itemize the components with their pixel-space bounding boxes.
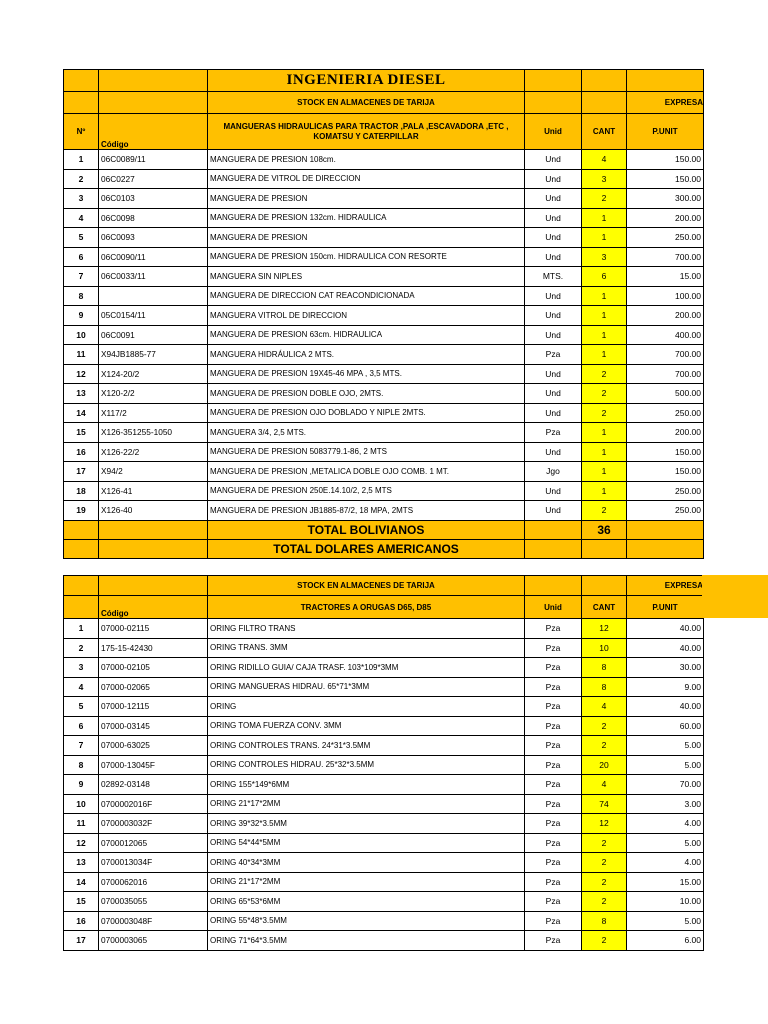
row-code: 06C0090/11: [99, 247, 208, 267]
stock-table-orings: [63, 575, 704, 951]
row-description: MANGUERA HIDRÁULICA 2 MTS.: [208, 345, 525, 365]
table-row: [64, 481, 704, 501]
row-quantity: 6: [582, 267, 627, 287]
row-unit-price: 100.00: [627, 286, 704, 306]
row-unit: Pza: [525, 619, 582, 639]
row-quantity: 2: [582, 716, 627, 736]
row-description: ORING 21*17*2MM: [208, 872, 525, 892]
row-quantity: 3: [582, 169, 627, 189]
row-quantity: 2: [582, 931, 627, 951]
table-row: [64, 325, 704, 345]
row-description: MANGUERA DE PRESION: [208, 228, 525, 248]
row-unit-price: 5.00: [627, 736, 704, 756]
row-quantity: 2: [582, 364, 627, 384]
table-row: [64, 345, 704, 365]
row-quantity: 2: [582, 833, 627, 853]
row-number: 14: [64, 872, 99, 892]
table-row: [64, 150, 704, 170]
row-description: ORING 39*32*3.5MM: [208, 814, 525, 834]
row-unit: Pza: [525, 931, 582, 951]
header-unid: Unid: [525, 114, 582, 150]
total-dolares-label: TOTAL DOLARES AMERICANOS: [208, 539, 525, 558]
row-unit-price: 4.00: [627, 853, 704, 873]
row-code: X94JB1885-77: [99, 345, 208, 365]
row-unit-price: 15.00: [627, 872, 704, 892]
row-code: 07000-02105: [99, 658, 208, 678]
row-unit-price: 60.00: [627, 716, 704, 736]
row-code: 05C0154/11: [99, 306, 208, 326]
row-number: 16: [64, 911, 99, 931]
table-row: [64, 169, 704, 189]
row-code: 06C0098: [99, 208, 208, 228]
row-unit-price: 200.00: [627, 306, 704, 326]
row-unit: Pza: [525, 833, 582, 853]
row-unit: Und: [525, 228, 582, 248]
row-description: MANGUERA SIN NIPLES: [208, 267, 525, 287]
row-code: 0700035055: [99, 892, 208, 912]
table-row: [64, 911, 704, 931]
row-description: MANGUERA DE VITROL DE DIRECCION: [208, 169, 525, 189]
table-row: [64, 384, 704, 404]
row-quantity: 2: [582, 892, 627, 912]
expresado-label-2: EXPRESA: [627, 576, 704, 596]
row-unit: Pza: [525, 658, 582, 678]
table-row: [64, 247, 704, 267]
row-unit: Pza: [525, 911, 582, 931]
row-unit-price: 9.00: [627, 677, 704, 697]
row-code: 0700012065: [99, 833, 208, 853]
row-code: 0700062016: [99, 872, 208, 892]
row-description: ORING 71*64*3.5MM: [208, 931, 525, 951]
row-unit: Und: [525, 481, 582, 501]
table-row: [64, 697, 704, 717]
table-row: [64, 833, 704, 853]
row-unit-price: 300.00: [627, 189, 704, 209]
row-quantity: 3: [582, 247, 627, 267]
row-unit: Und: [525, 501, 582, 521]
row-description: MANGUERA DE PRESION JB1885-87/2, 18 MPA, 2MTS: [208, 501, 525, 521]
row-description: MANGUERA DE PRESION ,METALICA DOBLE OJO COMB. 1 MT.: [208, 462, 525, 482]
row-description: MANGUERA DE PRESION DOBLE OJO, 2MTS.: [208, 384, 525, 404]
header-cant-2: CANT: [582, 596, 627, 619]
row-quantity: 12: [582, 619, 627, 639]
row-code: X94/2: [99, 462, 208, 482]
row-unit: Und: [525, 403, 582, 423]
row-unit: Und: [525, 189, 582, 209]
row-unit-price: 30.00: [627, 658, 704, 678]
company-title: INGENIERIA DIESEL: [208, 70, 525, 92]
row-number: 9: [64, 775, 99, 795]
total-quantity: 36: [582, 520, 627, 539]
row-unit: Und: [525, 364, 582, 384]
row-quantity: 2: [582, 736, 627, 756]
header-codigo: Código: [99, 114, 208, 150]
row-quantity: 1: [582, 442, 627, 462]
row-number: 9: [64, 306, 99, 326]
table-row: [64, 794, 704, 814]
row-code: 0700013034F: [99, 853, 208, 873]
row-code: 175-15-42430: [99, 638, 208, 658]
table-row: [64, 442, 704, 462]
row-code: 07000-13045F: [99, 755, 208, 775]
row-unit: Pza: [525, 872, 582, 892]
row-number: 18: [64, 481, 99, 501]
row-description: ORING CONTROLES HIDRAU. 25*32*3.5MM: [208, 755, 525, 775]
row-description: ORING TOMA FUERZA CONV. 3MM: [208, 716, 525, 736]
row-description: ORING 155*149*6MM: [208, 775, 525, 795]
row-description: ORING: [208, 697, 525, 717]
row-code: 06C0103: [99, 189, 208, 209]
row-number: 12: [64, 833, 99, 853]
table-row: [64, 619, 704, 639]
row-number: 13: [64, 384, 99, 404]
row-number: 2: [64, 169, 99, 189]
row-quantity: 2: [582, 403, 627, 423]
row-quantity: 8: [582, 911, 627, 931]
row-unit: Und: [525, 286, 582, 306]
row-quantity: 1: [582, 286, 627, 306]
row-quantity: 2: [582, 189, 627, 209]
row-quantity: 1: [582, 423, 627, 443]
row-code: X126-351255-1050: [99, 423, 208, 443]
row-unit-price: 500.00: [627, 384, 704, 404]
row-number: 7: [64, 267, 99, 287]
row-description: MANGUERA 3/4, 2,5 MTS.: [208, 423, 525, 443]
row-quantity: 1: [582, 462, 627, 482]
row-number: 1: [64, 619, 99, 639]
row-description: ORING 40*34*3MM: [208, 853, 525, 873]
row-number: 15: [64, 892, 99, 912]
row-unit-price: 5.00: [627, 833, 704, 853]
row-unit-price: 250.00: [627, 501, 704, 521]
row-unit-price: 700.00: [627, 247, 704, 267]
row-unit-price: 5.00: [627, 911, 704, 931]
row-unit: Pza: [525, 638, 582, 658]
header-codigo-2: Código: [99, 596, 208, 619]
row-code: X126-41: [99, 481, 208, 501]
row-quantity: 4: [582, 775, 627, 795]
table-row: [64, 716, 704, 736]
header-punit-2: P.UNIT: [627, 596, 704, 619]
row-number: 5: [64, 228, 99, 248]
row-quantity: 8: [582, 677, 627, 697]
table-row: [64, 306, 704, 326]
table-row: [64, 423, 704, 443]
row-unit: Pza: [525, 423, 582, 443]
row-description: ORING 54*44*5MM: [208, 833, 525, 853]
row-unit: Pza: [525, 716, 582, 736]
row-code: 06C0093: [99, 228, 208, 248]
row-code: 07000-02115: [99, 619, 208, 639]
row-quantity: 20: [582, 755, 627, 775]
row-unit: Und: [525, 325, 582, 345]
row-unit: Und: [525, 247, 582, 267]
row-unit: Und: [525, 384, 582, 404]
row-unit: Pza: [525, 794, 582, 814]
row-unit-price: 150.00: [627, 442, 704, 462]
row-quantity: 8: [582, 658, 627, 678]
row-number: 10: [64, 794, 99, 814]
row-code: 06C0033/11: [99, 267, 208, 287]
row-description: MANGUERA DE DIRECCION CAT REACONDICIONADA: [208, 286, 525, 306]
row-code: X120-2/2: [99, 384, 208, 404]
row-unit: Pza: [525, 677, 582, 697]
row-quantity: 1: [582, 306, 627, 326]
table-row: [64, 286, 704, 306]
orange-fill-block: [702, 575, 768, 618]
row-unit: Jgo: [525, 462, 582, 482]
total-bolivianos-label: TOTAL BOLIVIANOS: [208, 520, 525, 539]
header-description: MANGUERAS HIDRAULICAS PARA TRACTOR ,PALA ,ESCAVADORA ,ETC , KOMATSU Y CATERPILLAR: [208, 114, 525, 150]
row-unit-price: 200.00: [627, 423, 704, 443]
table-row: [64, 658, 704, 678]
row-unit: Pza: [525, 697, 582, 717]
row-description: MANGUERA DE PRESION 5083779.1-86, 2 MTS: [208, 442, 525, 462]
row-quantity: 12: [582, 814, 627, 834]
row-code: 07000-12115: [99, 697, 208, 717]
stock-table-mangueras: [63, 69, 704, 559]
row-number: 2: [64, 638, 99, 658]
stock-subtitle: STOCK EN ALMACENES DE TARIJA: [208, 92, 525, 114]
table-row: [64, 638, 704, 658]
row-code: X126-22/2: [99, 442, 208, 462]
row-quantity: 2: [582, 501, 627, 521]
row-number: 4: [64, 208, 99, 228]
row-unit-price: 400.00: [627, 325, 704, 345]
header-description-2: TRACTORES A ORUGAS D65, D85: [208, 596, 525, 619]
row-unit-price: 150.00: [627, 150, 704, 170]
row-description: MANGUERA DE PRESION 108cm.: [208, 150, 525, 170]
row-description: ORING 21*17*2MM: [208, 794, 525, 814]
row-code: 0700003048F: [99, 911, 208, 931]
table-row: [64, 677, 704, 697]
row-description: ORING MANGUERAS HIDRAU. 65*71*3MM: [208, 677, 525, 697]
table-row: [64, 736, 704, 756]
row-description: ORING RIDILLO GUIA/ CAJA TRASF. 103*109*3MM: [208, 658, 525, 678]
row-code: X124-20/2: [99, 364, 208, 384]
row-unit: Pza: [525, 892, 582, 912]
header-unid-2: Unid: [525, 596, 582, 619]
row-unit: Und: [525, 150, 582, 170]
row-unit-price: 150.00: [627, 169, 704, 189]
row-unit: Pza: [525, 775, 582, 795]
row-unit: Und: [525, 442, 582, 462]
row-number: 17: [64, 462, 99, 482]
row-number: 8: [64, 755, 99, 775]
table-row: [64, 501, 704, 521]
row-code: [99, 286, 208, 306]
row-unit-price: 5.00: [627, 755, 704, 775]
expresado-label: EXPRESA: [627, 92, 704, 114]
row-description: ORING FILTRO TRANS: [208, 619, 525, 639]
row-number: 3: [64, 189, 99, 209]
row-number: 11: [64, 814, 99, 834]
row-number: 4: [64, 677, 99, 697]
row-unit-price: 4.00: [627, 814, 704, 834]
table-row: [64, 364, 704, 384]
table-row: [64, 462, 704, 482]
row-number: 10: [64, 325, 99, 345]
row-unit-price: 250.00: [627, 403, 704, 423]
table-row: [64, 228, 704, 248]
row-quantity: 74: [582, 794, 627, 814]
row-description: MANGUERA DE PRESION 19X45-46 MPA , 3,5 MTS.: [208, 364, 525, 384]
row-number: 14: [64, 403, 99, 423]
table-row: [64, 403, 704, 423]
row-unit-price: 250.00: [627, 228, 704, 248]
row-number: 6: [64, 247, 99, 267]
row-quantity: 4: [582, 697, 627, 717]
table-row: [64, 755, 704, 775]
row-code: 06C0227: [99, 169, 208, 189]
row-quantity: 1: [582, 228, 627, 248]
row-quantity: 2: [582, 853, 627, 873]
row-number: 12: [64, 364, 99, 384]
table-row: [64, 872, 704, 892]
row-quantity: 2: [582, 872, 627, 892]
table-row: [64, 853, 704, 873]
header-punit: P.UNIT: [627, 114, 704, 150]
row-unit-price: 700.00: [627, 364, 704, 384]
row-unit-price: 40.00: [627, 697, 704, 717]
row-description: ORING CONTROLES TRANS. 24*31*3.5MM: [208, 736, 525, 756]
row-quantity: 1: [582, 345, 627, 365]
row-unit-price: 200.00: [627, 208, 704, 228]
row-unit-price: 40.00: [627, 638, 704, 658]
row-unit-price: 10.00: [627, 892, 704, 912]
row-number: 7: [64, 736, 99, 756]
row-number: 6: [64, 716, 99, 736]
row-quantity: 10: [582, 638, 627, 658]
table-row: [64, 208, 704, 228]
row-quantity: 1: [582, 208, 627, 228]
row-unit: Und: [525, 169, 582, 189]
table-row: [64, 775, 704, 795]
row-description: MANGUERA DE PRESION 250E.14.10/2, 2,5 MTS: [208, 481, 525, 501]
row-unit-price: 15.00: [627, 267, 704, 287]
row-number: 16: [64, 442, 99, 462]
row-number: 8: [64, 286, 99, 306]
row-number: 19: [64, 501, 99, 521]
row-description: MANGUERA DE PRESION 150cm. HIDRAULICA CON RESORTE: [208, 247, 525, 267]
row-unit-price: 150.00: [627, 462, 704, 482]
row-number: 17: [64, 931, 99, 951]
row-description: MANGUERA VITROL DE DIRECCION: [208, 306, 525, 326]
table-row: [64, 931, 704, 951]
row-unit: Und: [525, 306, 582, 326]
row-quantity: 2: [582, 384, 627, 404]
row-code: 02892-03148: [99, 775, 208, 795]
row-number: 3: [64, 658, 99, 678]
table-row: [64, 189, 704, 209]
row-description: MANGUERA DE PRESION OJO DOBLADO Y NIPLE 2MTS.: [208, 403, 525, 423]
row-description: MANGUERA DE PRESION: [208, 189, 525, 209]
header-cant: CANT: [582, 114, 627, 150]
row-code: 06C0091: [99, 325, 208, 345]
row-description: MANGUERA DE PRESION 63cm. HIDRAULICA: [208, 325, 525, 345]
row-code: 0700003032F: [99, 814, 208, 834]
row-number: 11: [64, 345, 99, 365]
row-quantity: 4: [582, 150, 627, 170]
row-number: 15: [64, 423, 99, 443]
row-description: ORING 65*53*6MM: [208, 892, 525, 912]
row-description: MANGUERA DE PRESION 132cm. HIDRAULICA: [208, 208, 525, 228]
row-unit: Pza: [525, 853, 582, 873]
row-quantity: 1: [582, 481, 627, 501]
row-number: 5: [64, 697, 99, 717]
row-unit: Und: [525, 208, 582, 228]
stock-subtitle-2: STOCK EN ALMACENES DE TARIJA: [208, 576, 525, 596]
row-unit-price: 700.00: [627, 345, 704, 365]
table-row: [64, 814, 704, 834]
row-quantity: 1: [582, 325, 627, 345]
row-number: 1: [64, 150, 99, 170]
row-unit: Pza: [525, 345, 582, 365]
row-unit: Pza: [525, 736, 582, 756]
row-unit-price: 40.00: [627, 619, 704, 639]
row-unit-price: 70.00: [627, 775, 704, 795]
table-row: [64, 892, 704, 912]
table-row: [64, 267, 704, 287]
row-description: ORING TRANS. 3MM: [208, 638, 525, 658]
row-unit-price: 250.00: [627, 481, 704, 501]
row-unit: Pza: [525, 755, 582, 775]
row-unit: Pza: [525, 814, 582, 834]
row-unit-price: 6.00: [627, 931, 704, 951]
row-code: 07000-63025: [99, 736, 208, 756]
row-code: 0700002016F: [99, 794, 208, 814]
row-code: 07000-03145: [99, 716, 208, 736]
row-number: 13: [64, 853, 99, 873]
row-code: 0700003065: [99, 931, 208, 951]
row-code: 06C0089/11: [99, 150, 208, 170]
header-num: Nº: [64, 114, 99, 150]
row-code: X117/2: [99, 403, 208, 423]
row-unit-price: 3.00: [627, 794, 704, 814]
row-description: ORING 55*48*3.5MM: [208, 911, 525, 931]
row-code: 07000-02065: [99, 677, 208, 697]
row-code: X126-40: [99, 501, 208, 521]
row-unit: MTS.: [525, 267, 582, 287]
